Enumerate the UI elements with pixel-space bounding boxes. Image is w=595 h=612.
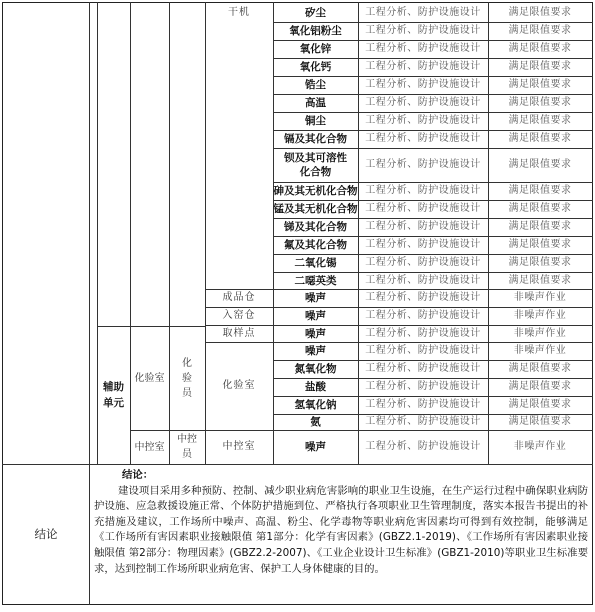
evaluation-measure: 工程分析、防护设施设计 bbox=[365, 310, 481, 321]
unit-label-text: 辅助单元 bbox=[103, 381, 124, 409]
evaluation-measure: 工程分析、防护设施设计 bbox=[365, 345, 481, 356]
unit-label bbox=[97, 326, 130, 464]
hazard-factor: 钡及其可溶性化合物 bbox=[284, 152, 347, 178]
conclusion-title: 结论： bbox=[122, 469, 154, 481]
location-rucangcang: 入窑仓 bbox=[222, 310, 256, 321]
hazard-factor: 砷及其无机化合物 bbox=[273, 185, 358, 197]
hazard-factor: 噪声 bbox=[305, 345, 326, 357]
dept-huayanyuan: 化验员 bbox=[182, 357, 192, 399]
hazard-factor: 氧化锌 bbox=[299, 43, 332, 55]
grid-hline bbox=[2, 464, 593, 465]
hazard-factor: 噪声 bbox=[305, 310, 326, 322]
conclusion-text bbox=[94, 468, 588, 577]
evaluation-result: 满足限值要求 bbox=[508, 221, 572, 232]
hazard-factor: 氧化钙 bbox=[299, 61, 332, 73]
evaluation-measure: 工程分析、防护设施设计 bbox=[365, 292, 481, 303]
evaluation-result: 满足限值要求 bbox=[508, 61, 572, 72]
location-ganji: 干机 bbox=[228, 7, 250, 18]
evaluation-result: 满足限值要求 bbox=[508, 381, 572, 392]
conclusion-label: 结论 bbox=[34, 527, 58, 541]
evaluation-measure: 工程分析、防护设施设计 bbox=[365, 133, 481, 144]
evaluation-result: 满足限值要求 bbox=[508, 185, 572, 196]
evaluation-result: 满足限值要求 bbox=[508, 363, 572, 374]
dept-zhongkongshi: 中控室 bbox=[134, 441, 165, 453]
hazard-factor: 镉及其化合物 bbox=[284, 133, 347, 145]
evaluation-result: 满足限值要求 bbox=[508, 274, 572, 286]
evaluation-measure: 工程分析、防护设施设计 bbox=[365, 185, 481, 196]
hazard-factor: 噪声 bbox=[305, 441, 326, 453]
evaluation-result: 满足限值要求 bbox=[508, 416, 572, 427]
evaluation-measure: 工程分析、防护设施设计 bbox=[365, 399, 481, 410]
evaluation-measure: 工程分析、防护设施设计 bbox=[365, 43, 481, 54]
evaluation-result: 满足限值要求 bbox=[508, 257, 572, 268]
hazard-factor: 氢氧化钠 bbox=[294, 399, 337, 411]
location-chengpincang: 成品仓 bbox=[222, 292, 256, 303]
evaluation-measure: 工程分析、防护设施设计 bbox=[365, 97, 481, 108]
evaluation-measure: 工程分析、防护设施设计 bbox=[365, 7, 481, 18]
hazard-factor: 锆尘 bbox=[305, 79, 326, 91]
evaluation-result: 满足限值要求 bbox=[508, 7, 572, 18]
hazard-factor: 二氧化锡 bbox=[294, 257, 337, 269]
hazard-factor: 二噁英类 bbox=[294, 274, 337, 287]
location-huayanshi: 化验室 bbox=[222, 380, 256, 391]
evaluation-measure: 工程分析、防护设施设计 bbox=[365, 159, 481, 170]
evaluation-measure: 工程分析、防护设施设计 bbox=[365, 441, 481, 452]
hazard-factor: 氨 bbox=[310, 416, 321, 428]
evaluation-measure: 工程分析、防护设施设计 bbox=[365, 381, 481, 392]
evaluation-result: 满足限值要求 bbox=[508, 399, 572, 410]
hazard-factor: 氮氧化物 bbox=[294, 363, 337, 375]
evaluation-result: 满足限值要求 bbox=[508, 79, 572, 90]
evaluation-result: 满足限值要求 bbox=[508, 159, 572, 170]
evaluation-measure: 工程分析、防护设施设计 bbox=[365, 221, 481, 232]
hazard-factor: 高温 bbox=[305, 97, 326, 109]
evaluation-result: 满足限值要求 bbox=[508, 239, 572, 250]
evaluation-result: 满足限值要求 bbox=[508, 97, 572, 108]
location-zhongkongshi: 中控室 bbox=[222, 441, 256, 452]
evaluation-measure: 工程分析、防护设施设计 bbox=[365, 61, 481, 72]
evaluation-measure: 工程分析、防护设施设计 bbox=[365, 79, 481, 90]
dept-huayanshi: 化验室 bbox=[134, 372, 165, 384]
evaluation-result: 非噪声作业 bbox=[513, 310, 567, 321]
hazard-factor: 噪声 bbox=[305, 292, 326, 304]
evaluation-measure: 工程分析、防护设施设计 bbox=[365, 327, 481, 339]
evaluation-result: 非噪声作业 bbox=[513, 292, 567, 303]
hazard-factor: 盐酸 bbox=[305, 381, 326, 393]
evaluation-result: 非噪声作业 bbox=[513, 441, 567, 452]
grid-vline bbox=[89, 2, 90, 605]
hazard-factor: 锰及其无机化合物 bbox=[273, 203, 358, 215]
evaluation-result: 满足限值要求 bbox=[508, 25, 572, 36]
hazard-factor: 氧化铝粉尘 bbox=[289, 25, 342, 37]
hazard-factor: 噪声 bbox=[305, 327, 326, 340]
evaluation-result: 满足限值要求 bbox=[508, 203, 572, 214]
evaluation-result: 非噪声作业 bbox=[513, 327, 567, 339]
evaluation-result: 满足限值要求 bbox=[508, 115, 572, 126]
evaluation-measure: 工程分析、防护设施设计 bbox=[365, 25, 481, 36]
evaluation-measure: 工程分析、防护设施设计 bbox=[365, 274, 481, 286]
evaluation-measure: 工程分析、防护设施设计 bbox=[365, 239, 481, 250]
hazard-factor: 氟及其化合物 bbox=[284, 239, 347, 251]
location-quyangdian: 取样点 bbox=[222, 327, 256, 339]
evaluation-result: 非噪声作业 bbox=[513, 345, 567, 356]
evaluation-result: 满足限值要求 bbox=[508, 133, 572, 144]
dept-zhongkongyuan: 中控员 bbox=[177, 434, 197, 460]
hazard-factor: 铜尘 bbox=[305, 115, 326, 127]
evaluation-result: 满足限值要求 bbox=[508, 43, 572, 54]
evaluation-measure: 工程分析、防护设施设计 bbox=[365, 416, 481, 427]
conclusion-body: 建设项目采用多种预防、控制、减少职业病危害影响的职业卫生设施，在生产运行过程中确保职业病防护设施、应急救援设施正常、个体防护措施到位、严格执行各项职业卫生管理制度，落实本报告书提出的补充措施及建议，工作场所中噪声、高温、粉尘、化学毒物等职业病危害因素均可得到有效控制，能够满足《工作场所有害因素职业接触限值 第1部分：化学有害因素》(GBZ2.1-2019)、《工作场所有害因素职业接触限值 第2部分：物理因素》(GBZ2.2-2007)、《工业企业设计卫生标准》(GBZ1-2010)等职业卫生标准要求，达到控制工作场所职业病危害、保护工人身体健康的目的。 bbox=[94, 484, 588, 575]
evaluation-measure: 工程分析、防护设施设计 bbox=[365, 115, 481, 126]
evaluation-measure: 工程分析、防护设施设计 bbox=[365, 363, 481, 374]
hazard-factor: 矽尘 bbox=[305, 7, 326, 19]
evaluation-measure: 工程分析、防护设施设计 bbox=[365, 203, 481, 214]
evaluation-measure: 工程分析、防护设施设计 bbox=[365, 257, 481, 268]
hazard-factor: 锑及其化合物 bbox=[284, 221, 347, 233]
